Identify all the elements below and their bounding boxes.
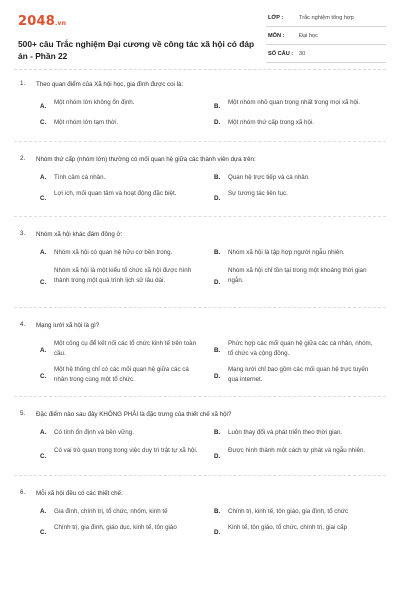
option-letter: A. [40,429,47,436]
question-divider [14,396,386,397]
answer-option[interactable] [36,340,206,366]
info-value: Trắc nghiệm tổng hợp [299,15,354,21]
option-text: Có tính ổn định và bền vững. [54,429,134,436]
question-number: 6. [20,489,26,496]
document-header [14,10,386,66]
option-letter: A. [40,249,47,256]
answer-option[interactable] [36,267,206,303]
option-text: Nhóm xã hội là tập hợp người ngẫu nhiên. [228,249,345,256]
option-text: Phức hợp các mối quan hệ giữa các cá nhân, nhóm, tổ chức và cộng đồng. [228,340,373,357]
answer-option[interactable] [210,340,380,366]
option-letter: C. [40,195,47,202]
info-value: 30 [299,51,306,57]
answer-option[interactable] [36,174,206,190]
answer-option[interactable] [36,249,206,267]
option-letter: C. [40,453,47,460]
option-letter: D. [214,119,221,126]
question-text: Mạng lưới xã hội là gì? [36,322,100,329]
option-letter: C. [40,529,47,536]
option-text: Nhóm xã hội là một kiểu tổ chức xã hội được hình thành trong một quá trình lịch sử lâu dài. [54,267,192,284]
question-item [14,230,386,303]
option-text: Một nhóm lớn tạm thời. [54,119,119,126]
option-letter: A. [40,508,47,515]
option-letter: B. [214,347,221,354]
option-letter: B. [214,174,221,181]
option-text: Một nhóm nhỏ quan trọng nhất trong mọi xã hội. [228,99,361,106]
option-text: Một nhóm thứ cấp trong xã hội. [228,119,314,126]
option-text: Sự tương tác liên tục. [228,190,288,197]
answer-option[interactable] [210,429,380,447]
question-divider [14,307,386,308]
info-label: SỐ CÂU : [268,51,294,57]
site-logo[interactable] [18,14,66,29]
option-text: Quan hệ trực tiếp và cá nhân. [228,174,310,181]
option-letter: C. [40,279,47,286]
answer-option[interactable] [210,524,380,546]
answer-option[interactable] [36,119,206,137]
option-letter: B. [214,429,221,436]
answer-option[interactable] [210,174,380,190]
answer-option[interactable] [36,447,206,471]
answer-option[interactable] [36,190,206,212]
option-letter: A. [40,347,47,354]
option-text: Một hệ thống chỉ có các mối quan hệ giữa các cá nhân trong cùng một tổ chức. [54,366,189,383]
option-letter: B. [214,508,221,515]
option-letter: D. [214,529,221,536]
question-number: 3. [20,230,26,237]
info-value: Đại học [299,33,318,39]
option-letter: A. [40,103,47,110]
question-number: 4. [20,321,26,328]
answer-option[interactable] [210,190,380,212]
option-letter: D. [214,279,221,286]
info-row-count [266,48,386,63]
answer-option[interactable] [210,267,380,303]
option-letter: C. [40,119,47,126]
question-number: 2. [20,155,26,162]
question-divider [14,141,386,142]
answer-option[interactable] [210,119,380,137]
option-letter: A. [40,174,47,181]
question-text: Nhóm thứ cấp (nhóm lớn) thường có mối quan hệ giữa các thành viên dựa trên: [36,156,256,163]
question-item [14,489,386,546]
answer-option[interactable] [210,447,380,471]
question-item [14,410,386,471]
option-letter: D. [214,373,221,380]
answer-option[interactable] [36,429,206,447]
option-text: Một công cụ để kết nối các tổ chức kinh tế trên toàn cầu. [54,340,197,357]
option-letter: C. [40,373,47,380]
question-divider [14,216,386,217]
question-item [14,80,386,137]
question-number: 1. [20,80,26,87]
option-text: Được hình thành một cách tự phát và ngẫu nhiên. [228,447,366,454]
answer-option[interactable] [36,508,206,524]
document-title: 500+ câu Trắc nghiệm Đại cương về công tác xã hội có đáp án - Phần 22 [18,39,255,61]
question-item [14,155,386,212]
option-text: Gia đình, chính trị, tổ chức, nhóm, kinh tế [54,508,168,515]
answer-option[interactable] [36,524,206,546]
option-text: Có vai trò quan trọng trong việc duy trì trật tự xã hội. [54,447,198,454]
option-text: Một nhóm lớn không ổn định. [54,99,135,106]
option-letter: B. [214,103,221,110]
question-number: 5. [20,410,26,417]
answer-option[interactable] [36,99,206,119]
logo-suffix: .vn [54,20,67,27]
option-letter: D. [214,453,221,460]
answer-option[interactable] [210,249,380,267]
answer-option[interactable] [210,366,380,392]
info-label: MÔN : [268,33,285,39]
answer-option[interactable] [210,508,380,524]
option-text: Kinh tế, tôn giáo, tổ chức, chính trị, giai cấp [228,524,348,531]
option-text: Tình cảm cá nhân. [54,174,106,181]
info-label: LỚP : [268,15,284,21]
option-letter: D. [214,195,221,202]
option-text: Nhóm xã hội có quan hệ hữu cơ bền trong. [54,249,173,256]
option-text: Nhóm xã hội chỉ tồn tại trong một khoảng thời gian ngắn. [228,267,367,284]
info-row-subject [266,30,386,45]
header-divider [14,69,386,70]
option-text: Mạng lưới chỉ bao gồm các mối quan hệ trực tuyến qua internet. [228,366,369,383]
question-divider [14,475,386,476]
question-text: Nhóm xã hội khác đám đông ở: [36,231,123,238]
option-letter: B. [214,249,221,256]
logo-text: 2048 [18,14,55,29]
answer-option[interactable] [36,366,206,392]
option-text: Chính trị, kinh tế, tôn giáo, gia đình, tổ chức [228,508,349,515]
info-box [266,12,386,66]
question-text: Theo quan điểm của Xã hội học, gia đình được coi là: [36,81,184,88]
option-text: Chính trị, gia đình, giáo dục, kinh tế, tôn giáo [54,524,177,531]
info-row-class [266,12,386,27]
option-text: Lợi ích, mối quan tâm và hoạt động đặc biệt. [54,190,177,197]
question-text: Đặc điểm nào sau đây KHÔNG PHẢI là đặc trưng của thiết chế xã hội? [36,411,232,418]
option-text: Luôn thay đổi và phát triển theo thời gian. [228,429,343,436]
answer-option[interactable] [210,99,380,119]
question-item [14,321,386,392]
question-text: Mỗi xã hội đều có các thiết chế: [36,490,123,497]
